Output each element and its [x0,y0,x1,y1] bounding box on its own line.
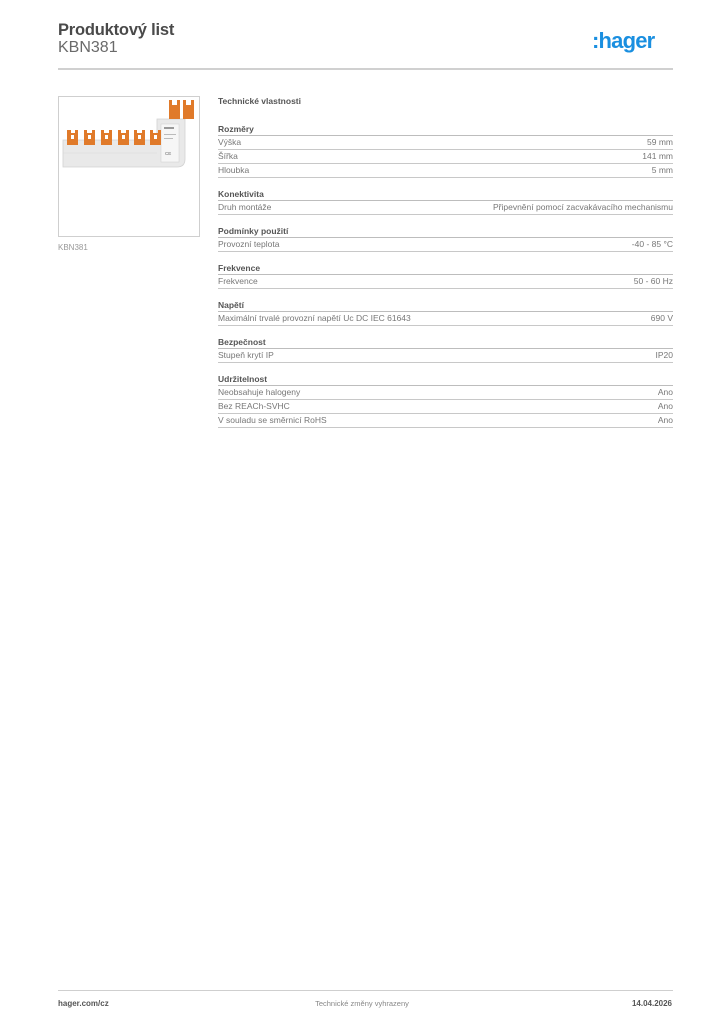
spec-label: Neobsahuje halogeny [218,387,301,397]
spec-label: Výška [218,137,242,147]
spec-value: IP20 [655,350,673,360]
footer-website-link[interactable]: hager.com/cz [58,999,109,1008]
spec-group-dimensions [218,123,673,178]
spec-value: 5 mm [651,165,673,175]
spec-row [218,386,673,400]
product-image [58,96,200,237]
group-title: Udržitelnost [218,373,673,386]
group-title: Bezpečnost [218,336,673,349]
header-divider [58,68,673,70]
group-title: Rozměry [218,123,673,136]
svg-text:CE: CE [165,151,172,156]
spec-row [218,150,673,164]
spec-value: Ano [657,415,673,425]
spec-group-safety [218,336,673,363]
busbar-illustration-icon [59,97,199,236]
spec-label: Maximální trvalé provozní napětí Uc DC IEC 61643 [218,313,411,323]
page-title: Produktový list [58,21,175,39]
footer-divider [58,990,673,991]
group-title: Podmínky použití [218,225,673,238]
spec-row [218,238,673,252]
spec-row [218,136,673,150]
group-title: Konektivita [218,188,673,201]
hager-logo: :hager [592,28,655,53]
spec-value: Připevnění pomocí zacvakávacího mechanismu [492,202,673,212]
spec-label: Provozní teplota [218,239,280,249]
product-code: KBN381 [58,39,118,56]
spec-row [218,400,673,414]
spec-label: Hloubka [218,165,250,175]
footer-disclaimer: Technické změny vyhrazeny [315,999,409,1008]
technical-specs [218,96,673,438]
spec-value: Ano [657,387,673,397]
footer-date: 14.04.2026 [631,999,672,1008]
spec-group-conditions [218,225,673,252]
group-title: Frekvence [218,262,673,275]
specs-title: Technické vlastnosti [218,96,301,106]
spec-value: 141 mm [642,151,673,161]
spec-label: Frekvence [218,276,258,286]
spec-label: Stupeň krytí IP [218,350,274,360]
spec-row [218,164,673,178]
spec-group-voltage [218,299,673,326]
spec-label: V souladu se směrnicí RoHS [218,415,327,425]
spec-label: Druh montáže [218,202,272,212]
spec-row [218,414,673,428]
spec-value: -40 - 85 °C [631,239,673,249]
spec-value: 59 mm [647,137,673,147]
spec-label: Bez REACh-SVHC [218,401,290,411]
spec-value: 50 - 60 Hz [633,276,673,286]
spec-group-connectivity [218,188,673,215]
spec-row [218,349,673,363]
group-title: Napětí [218,299,673,312]
spec-group-sustainability [218,373,673,428]
spec-row [218,201,673,215]
spec-value: 690 V [650,313,673,323]
image-caption: KBN381 [58,243,88,252]
spec-group-frequency [218,262,673,289]
spec-label: Šířka [218,151,238,161]
spec-value: Ano [657,401,673,411]
spec-row [218,312,673,326]
spec-row [218,275,673,289]
